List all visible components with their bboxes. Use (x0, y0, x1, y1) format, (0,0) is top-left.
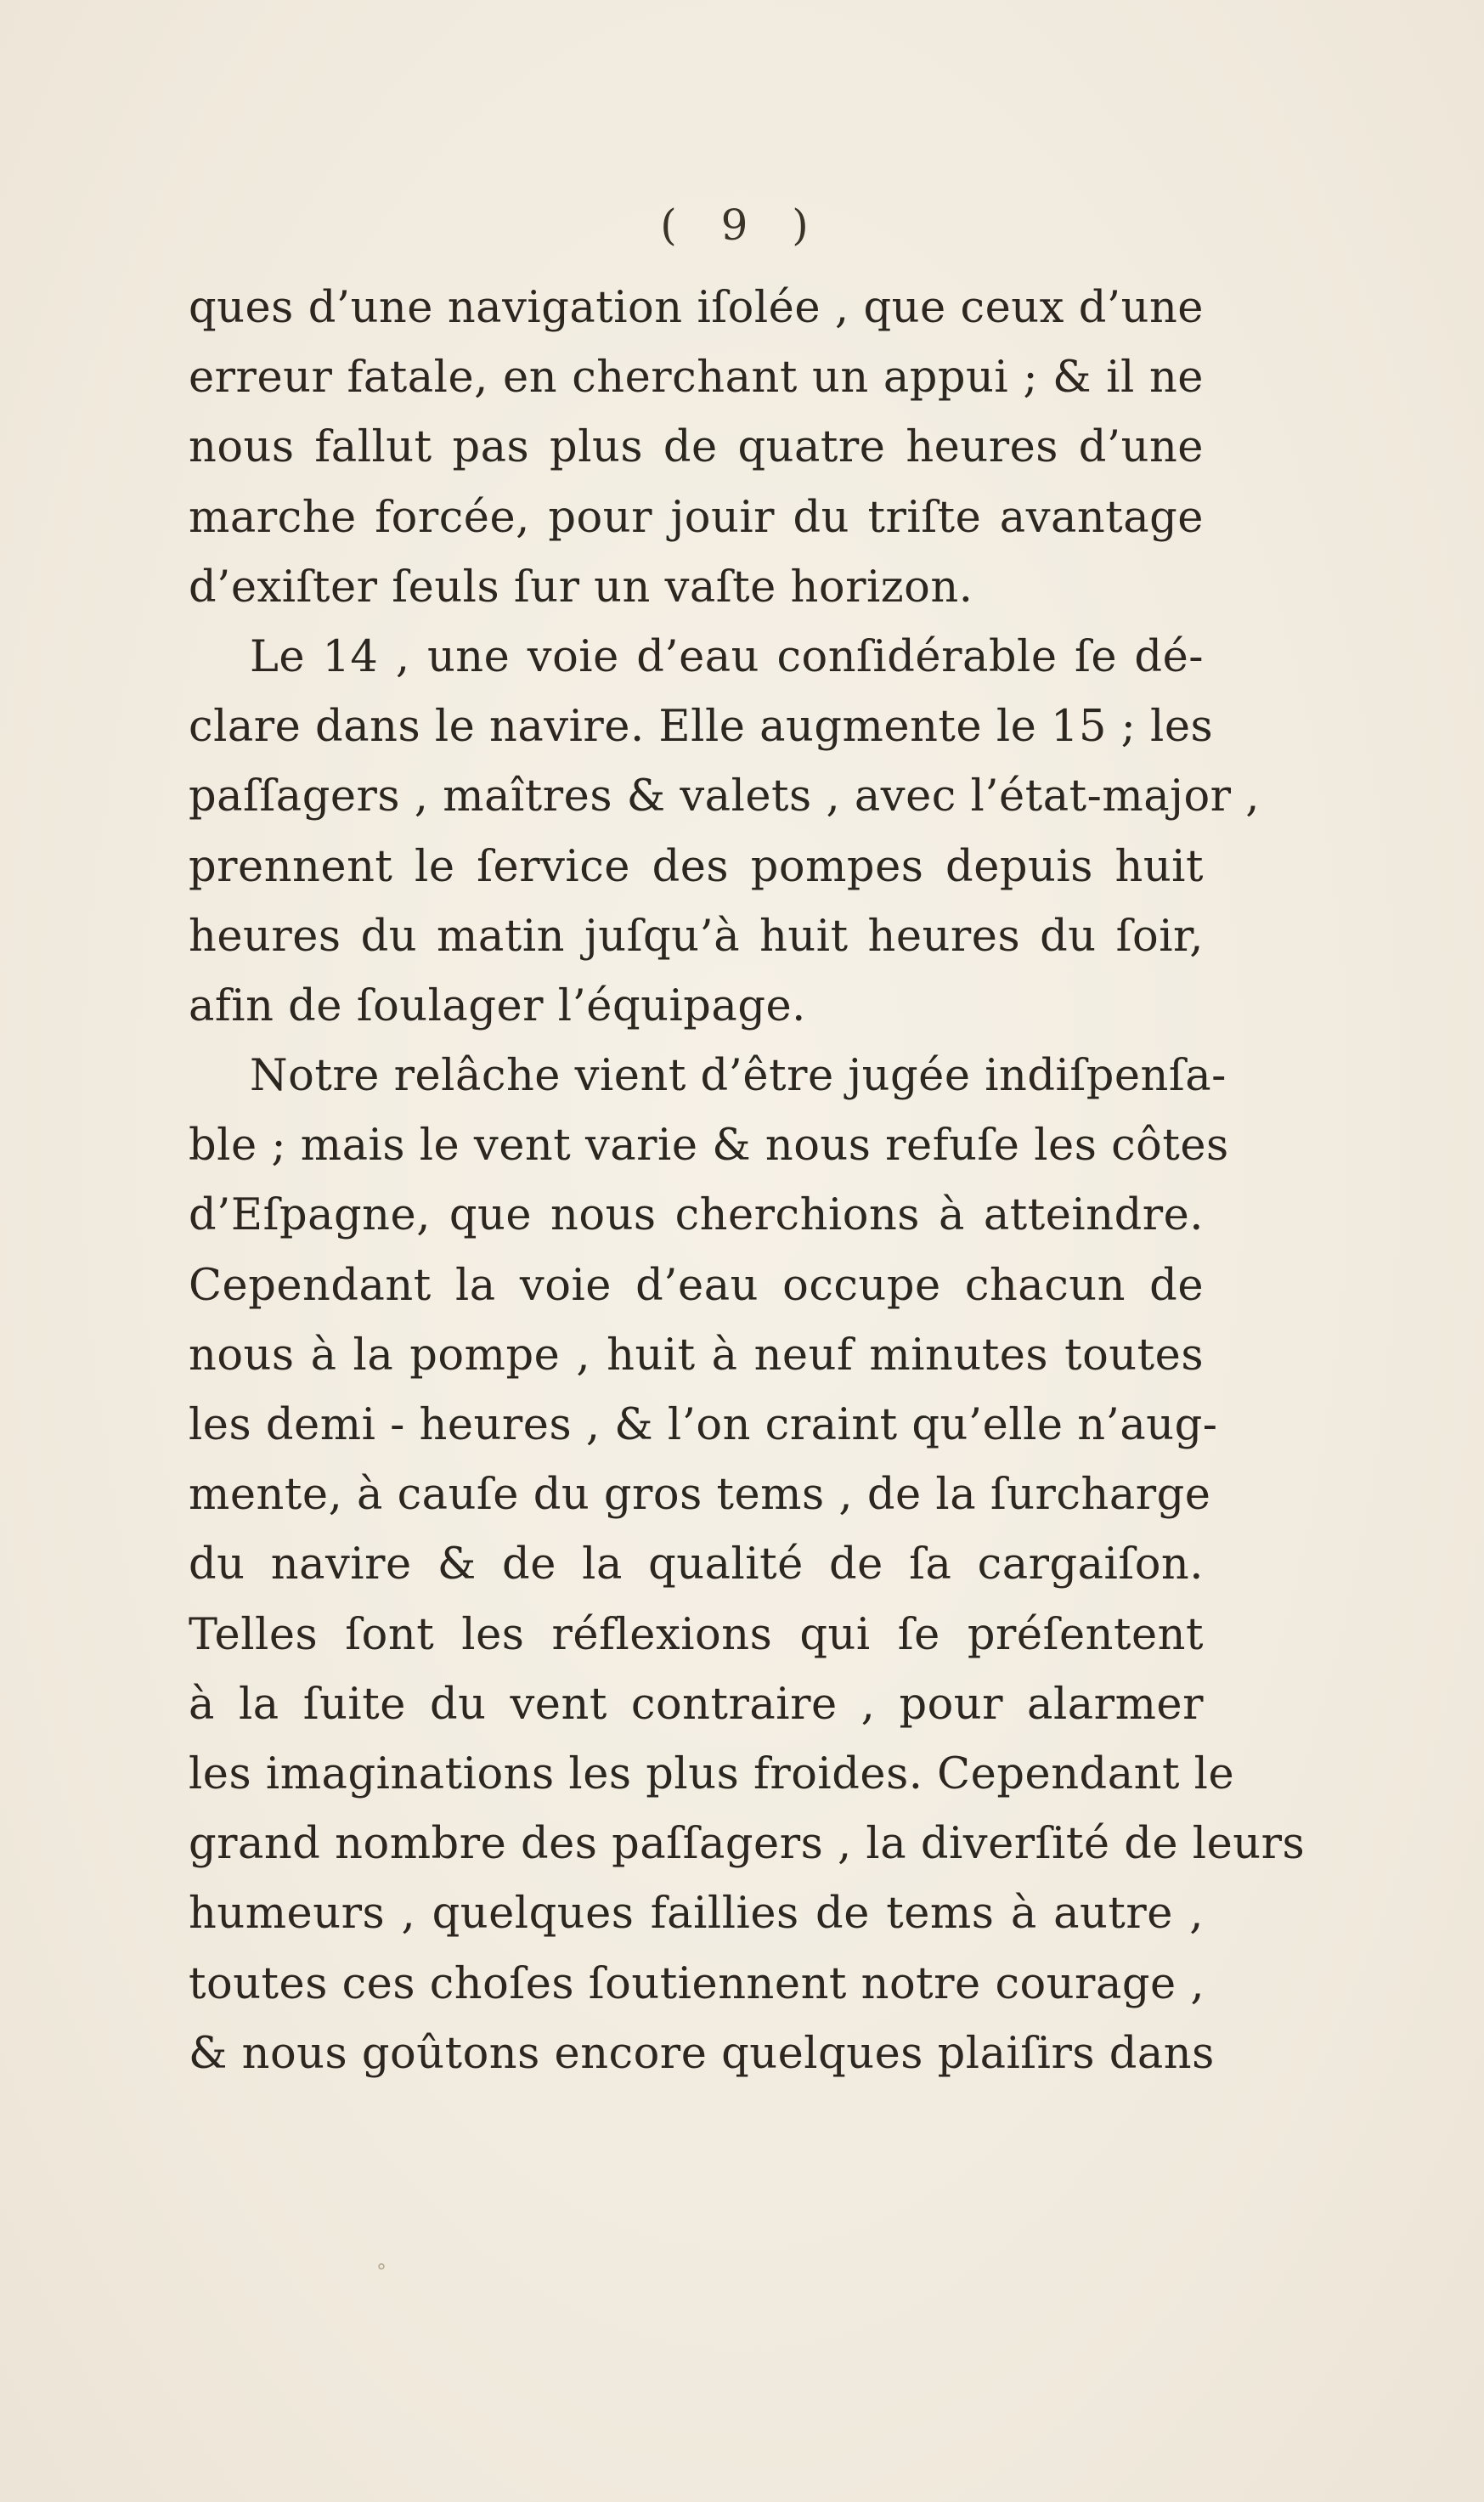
text-line: clare dans le navire. Elle augmente le 15 ; les (189, 702, 1214, 753)
body-text (189, 274, 1306, 2089)
text-line: Notre relâche vient d’être jugée indiſpenſa- (250, 1051, 1227, 1102)
text-line: Cependant la voie d’eau occupe chacun de (189, 1260, 1204, 1311)
text-line: mente, à cauſe du gros tems , de la ſurcharge (189, 1470, 1211, 1521)
text-line: heures du matin juſqu’à huit heures du ſoir, (189, 911, 1204, 962)
page-ornament: ° (376, 2260, 387, 2284)
text-line: & nous goûtons encore quelques plaiſirs dans (189, 2028, 1215, 2079)
text-line: marche forcée, pour jouir du triſte avantage (189, 492, 1204, 543)
text-line: ques d’une navigation iſolée , que ceux d’une (189, 283, 1204, 333)
text-line: à la ſuite du vent contraire , pour alarmer (189, 1679, 1204, 1730)
text-line: nous à la pompe , huit à neuf minutes toutes (189, 1330, 1204, 1381)
text-line: afin de ſoulager l’équipage. (189, 980, 806, 1031)
text-line: prennent le ſervice des pompes depuis huit (189, 841, 1204, 892)
text-line: erreur fatale, en cherchant un appui ; & il ne (189, 353, 1204, 404)
text-line: grand nombre des paſſagers , la diverſité de leurs (189, 1819, 1306, 1870)
text-line: du navire & de la qualité de ſa cargaiſon. (189, 1539, 1204, 1590)
text-line: ble ; mais le vent varie & nous refuſe les côtes (189, 1121, 1229, 1172)
text-line: Le 14 , une voie d’eau conſidérable ſe dé- (250, 631, 1204, 682)
text-line: paſſagers , maîtres & valets , avec l’état-major , (189, 771, 1260, 822)
text-line: Telles ſont les réflexions qui ſe préſentent (189, 1609, 1204, 1660)
page-number: ( 9 ) (660, 200, 824, 250)
text-line: les demi - heures , & l’on craint qu’elle n’aug- (189, 1400, 1218, 1450)
text-line: humeurs , quelques faillies de tems à autre , (189, 1889, 1204, 1940)
text-line: les imaginations les plus froides. Cependant le (189, 1748, 1235, 1799)
text-line: toutes ces choſes ſoutiennent notre courage , (189, 1958, 1205, 2009)
text-line: d’exiſter ſeuls ſur un vaſte horizon. (189, 562, 973, 613)
text-line: nous fallut pas plus de quatre heures d’une (189, 422, 1204, 473)
text-line: d’Eſpagne, que nous cherchions à atteindre. (189, 1190, 1204, 1241)
